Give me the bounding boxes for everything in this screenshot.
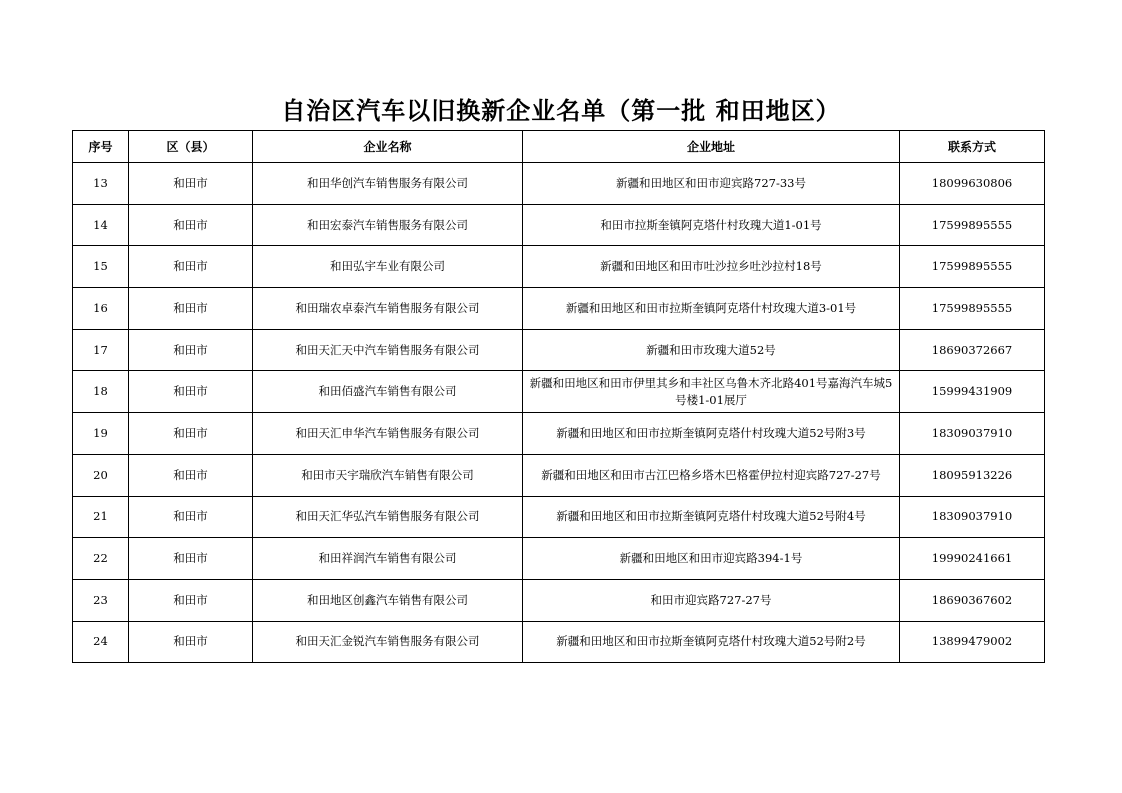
table-row [73,454,1045,496]
table-row [73,621,1045,663]
cell-serial-number: 22 [73,538,129,580]
cell-contact-phone: 18690367602 [900,579,1045,621]
header-row [73,131,1045,163]
table-row [73,413,1045,455]
table-row [73,579,1045,621]
cell-district: 和田市 [129,288,253,330]
cell-company-address: 新疆和田地区和田市拉斯奎镇阿克塔什村玫瑰大道52号附2号 [523,621,900,663]
cell-serial-number: 19 [73,413,129,455]
table-row [73,496,1045,538]
cell-serial-number: 15 [73,246,129,288]
cell-company-name: 和田瑞农卓泰汽车销售服务有限公司 [253,288,523,330]
cell-company-name: 和田佰盛汽车销售有限公司 [253,371,523,413]
cell-serial-number: 18 [73,371,129,413]
table-row [73,204,1045,246]
cell-company-address: 新疆和田地区和田市拉斯奎镇阿克塔什村玫瑰大道3-01号 [523,288,900,330]
cell-district: 和田市 [129,579,253,621]
cell-contact-phone: 17599895555 [900,204,1045,246]
cell-serial-number: 16 [73,288,129,330]
cell-district: 和田市 [129,621,253,663]
cell-serial-number: 23 [73,579,129,621]
cell-district: 和田市 [129,413,253,455]
cell-company-address: 和田市迎宾路727-27号 [523,579,900,621]
enterprise-table [72,130,1045,663]
cell-serial-number: 24 [73,621,129,663]
cell-district: 和田市 [129,163,253,205]
cell-contact-phone: 17599895555 [900,246,1045,288]
cell-company-name: 和田市天宇瑞欣汽车销售有限公司 [253,454,523,496]
cell-company-address: 新疆和田地区和田市迎宾路727-33号 [523,163,900,205]
cell-company-name: 和田地区创鑫汽车销售有限公司 [253,579,523,621]
cell-contact-phone: 15999431909 [900,371,1045,413]
cell-serial-number: 13 [73,163,129,205]
cell-district: 和田市 [129,204,253,246]
cell-contact-phone: 18690372667 [900,329,1045,371]
cell-company-address: 新疆和田地区和田市吐沙拉乡吐沙拉村18号 [523,246,900,288]
table-header [73,131,1045,163]
table-body [73,163,1045,663]
header-company-address: 企业地址 [523,131,900,163]
cell-company-name: 和田宏泰汽车销售服务有限公司 [253,204,523,246]
header-contact: 联系方式 [900,131,1045,163]
cell-serial-number: 20 [73,454,129,496]
cell-company-name: 和田天汇金锐汽车销售服务有限公司 [253,621,523,663]
cell-contact-phone: 13899479002 [900,621,1045,663]
cell-company-name: 和田弘宇车业有限公司 [253,246,523,288]
cell-serial-number: 17 [73,329,129,371]
cell-company-address: 新疆和田地区和田市伊里其乡和丰社区乌鲁木齐北路401号嘉海汽车城5号楼1-01展厅 [523,371,900,413]
table-row [73,163,1045,205]
cell-contact-phone: 18309037910 [900,413,1045,455]
cell-district: 和田市 [129,454,253,496]
table-row [73,246,1045,288]
table-row [73,329,1045,371]
cell-contact-phone: 18095913226 [900,454,1045,496]
cell-company-address: 新疆和田地区和田市拉斯奎镇阿克塔什村玫瑰大道52号附4号 [523,496,900,538]
cell-serial-number: 14 [73,204,129,246]
cell-company-name: 和田华创汽车销售服务有限公司 [253,163,523,205]
cell-district: 和田市 [129,371,253,413]
document-title: 自治区汽车以旧换新企业名单（第一批 和田地区） [281,96,841,125]
cell-district: 和田市 [129,538,253,580]
cell-company-name: 和田天汇天中汽车销售服务有限公司 [253,329,523,371]
table-row [73,371,1045,413]
cell-company-address: 和田市拉斯奎镇阿克塔什村玫瑰大道1-01号 [523,204,900,246]
cell-serial-number: 21 [73,496,129,538]
cell-company-name: 和田天汇申华汽车销售服务有限公司 [253,413,523,455]
cell-company-name: 和田祥润汽车销售有限公司 [253,538,523,580]
cell-company-address: 新疆和田地区和田市拉斯奎镇阿克塔什村玫瑰大道52号附3号 [523,413,900,455]
cell-contact-phone: 18099630806 [900,163,1045,205]
cell-company-address: 新疆和田地区和田市迎宾路394-1号 [523,538,900,580]
cell-company-address: 新疆和田地区和田市古江巴格乡塔木巴格霍伊拉村迎宾路727-27号 [523,454,900,496]
header-district: 区（县） [129,131,253,163]
cell-contact-phone: 17599895555 [900,288,1045,330]
cell-district: 和田市 [129,246,253,288]
header-company-name: 企业名称 [253,131,523,163]
table-row [73,538,1045,580]
cell-company-name: 和田天汇华弘汽车销售服务有限公司 [253,496,523,538]
cell-contact-phone: 19990241661 [900,538,1045,580]
cell-company-address: 新疆和田市玫瑰大道52号 [523,329,900,371]
header-serial-number: 序号 [73,131,129,163]
cell-contact-phone: 18309037910 [900,496,1045,538]
table-row [73,288,1045,330]
cell-district: 和田市 [129,329,253,371]
cell-district: 和田市 [129,496,253,538]
